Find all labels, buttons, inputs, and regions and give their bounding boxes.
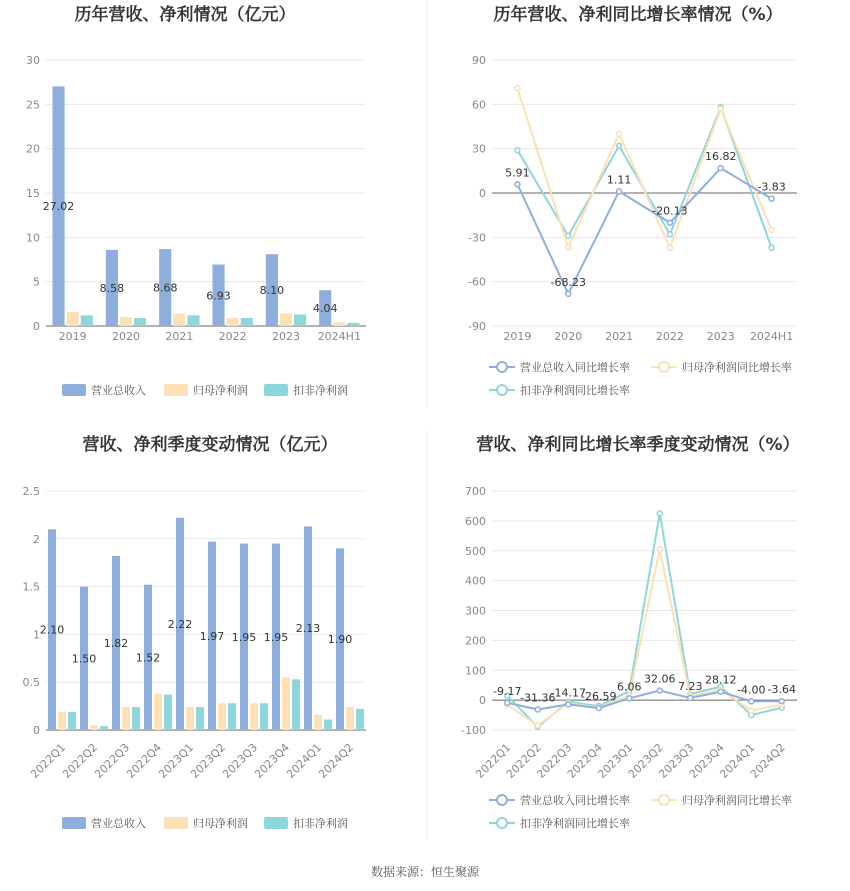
chart-panel-1 (26, 4, 366, 397)
legend-marker (497, 795, 507, 805)
chart-panel-2 (468, 4, 797, 397)
point-扣非净利润同比增长率-2020 (566, 233, 571, 238)
y-tick-label: -60 (468, 275, 486, 289)
x-tick-label: 2022 (655, 330, 684, 343)
line-归母净利润同比增长率 (517, 88, 771, 248)
data-label: 1.52 (135, 651, 161, 665)
data-label: 5.91 (505, 166, 530, 180)
legend-marker (497, 362, 507, 372)
point-营业总收入同比增长率-2022 (667, 220, 672, 225)
legend-label: 归母净利润 (193, 817, 248, 830)
y-tick-label: 10 (26, 231, 40, 245)
point-扣非净利润同比增长率-2022 (667, 232, 672, 237)
x-tick-label: 2024Q2 (747, 740, 788, 781)
chart-title: 营收、净利同比增长率季度变动情况（%） (476, 435, 800, 455)
bar-归母净利润-2020 (120, 317, 132, 326)
legend-swatch (62, 384, 86, 396)
bar-归母净利润-2019 (67, 312, 79, 326)
data-label: 28.12 (705, 673, 737, 687)
x-tick-label: 2022Q3 (92, 740, 133, 781)
point-归母净利润同比增长率-2023 (718, 106, 723, 111)
y-tick-label: 1.5 (22, 580, 40, 594)
x-tick-label: 2022 (218, 330, 247, 343)
x-tick-label: 2020 (554, 330, 583, 343)
point-营业总收入同比增长率-2022Q4 (596, 706, 601, 711)
legend-swatch (62, 817, 86, 829)
data-label: 32.06 (644, 672, 676, 686)
x-tick-label: 2019 (58, 330, 87, 343)
y-tick-label: 600 (465, 514, 486, 528)
x-tick-label: 2020 (112, 330, 140, 343)
y-tick-label: 15 (26, 187, 40, 200)
point-营业总收入同比增长率-2023Q1 (627, 696, 632, 701)
bar-归母净利润-2022 (227, 318, 239, 326)
bar-归母净利润-2023Q4 (282, 677, 290, 730)
x-tick-label: 2024Q2 (316, 740, 357, 781)
chart-title: 历年营收、净利情况（亿元） (74, 5, 296, 25)
legend-label: 扣非净利润同比增长率 (520, 384, 630, 397)
data-label: -20.13 (652, 204, 688, 218)
y-tick-label: 1 (33, 628, 40, 642)
point-营业总收入同比增长率-2020 (566, 291, 571, 296)
bar-扣非净利润-2020 (134, 318, 146, 326)
bar-扣非净利润-2023Q3 (260, 703, 268, 730)
point-营业总收入同比增长率-2023 (718, 166, 723, 171)
y-tick-label: -30 (468, 231, 486, 245)
y-tick-label: 0 (479, 187, 486, 200)
x-tick-label: 2021 (605, 330, 634, 343)
legend-marker (497, 818, 507, 828)
y-tick-label: -100 (461, 724, 486, 737)
legend-label: 营业总收入 (91, 384, 146, 397)
bar-归母净利润-2024H1 (333, 322, 345, 326)
bar-归母净利润-2024Q2 (346, 707, 354, 730)
point-归母净利润同比增长率-2021 (617, 131, 622, 136)
point-归母净利润同比增长率-2022 (667, 245, 672, 250)
legend-label: 归母净利润同比增长率 (682, 794, 792, 807)
legend-swatch (264, 817, 288, 829)
x-tick-label: 2024Q1 (717, 740, 758, 781)
data-label: 1.11 (606, 173, 632, 187)
legend-label: 扣非净利润同比增长率 (520, 817, 630, 830)
point-归母净利润同比增长率-2022Q2 (535, 723, 540, 728)
point-营业总收入同比增长率-2024Q1 (749, 699, 754, 704)
y-tick-label: 300 (465, 604, 486, 618)
point-扣非净利润同比增长率-2024H1 (769, 245, 774, 250)
y-tick-label: 100 (465, 664, 486, 678)
chart-panel-4 (461, 434, 799, 830)
legend-swatch (264, 384, 288, 396)
data-label: 6.06 (617, 680, 642, 694)
x-tick-label: 2023Q2 (625, 740, 666, 781)
x-tick-label: 2023 (706, 330, 735, 343)
bar-归母净利润-2023Q3 (250, 703, 258, 730)
x-tick-label: 2019 (503, 330, 532, 343)
y-tick-label: 2.5 (22, 485, 40, 498)
point-营业总收入同比增长率-2023Q2 (657, 688, 662, 693)
point-归母净利润同比增长率-2024Q1 (749, 708, 754, 713)
data-source: 数据来源：恒生聚源 (370, 865, 480, 879)
legend-label: 扣非净利润 (293, 384, 348, 397)
legend-swatch (164, 817, 188, 829)
data-label: -26.59 (581, 690, 617, 704)
data-label: 1.95 (231, 630, 257, 644)
y-tick-label: 5 (33, 275, 40, 289)
x-tick-label: 2023Q4 (686, 740, 727, 781)
x-tick-label: 2024H1 (317, 330, 361, 343)
chart-panel-3 (23, 434, 367, 830)
bar-扣非净利润-2024Q1 (324, 719, 332, 730)
bar-扣非净利润-2021 (187, 315, 199, 326)
data-label: 8.10 (259, 284, 285, 298)
point-扣非净利润同比增长率-2023Q2 (657, 511, 662, 516)
y-tick-label: 0 (479, 694, 486, 708)
bar-扣非净利润-2022Q2 (100, 726, 108, 730)
x-tick-label: 2023 (272, 330, 300, 343)
data-label: 1.90 (327, 633, 353, 647)
bar-扣非净利润-2023Q4 (292, 679, 300, 730)
x-tick-label: 2023Q2 (188, 740, 229, 781)
point-归母净利润同比增长率-2023Q2 (657, 547, 662, 552)
chart-title: 营收、净利季度变动情况（亿元） (82, 435, 338, 455)
bar-归母净利润-2023Q2 (218, 703, 226, 730)
point-归母净利润同比增长率-2019 (515, 86, 520, 91)
x-tick-label: 2024H1 (749, 330, 794, 343)
bar-归母净利润-2023Q1 (186, 707, 194, 730)
point-扣非净利润同比增长率-2019 (515, 148, 520, 153)
bar-扣非净利润-2024H1 (347, 323, 359, 326)
y-tick-label: 0 (33, 724, 40, 737)
bar-扣非净利润-2022Q1 (68, 712, 76, 730)
bar-归母净利润-2024Q1 (314, 715, 322, 730)
data-label: 6.93 (206, 289, 231, 303)
x-tick-label: 2022Q1 (28, 740, 69, 781)
x-tick-label: 2022Q2 (503, 740, 544, 781)
y-tick-label: 0.5 (22, 676, 40, 690)
x-tick-label: 2023Q4 (252, 740, 293, 781)
legend-label: 营业总收入 (91, 817, 146, 830)
point-营业总收入同比增长率-2023Q4 (718, 689, 723, 694)
data-label: 4.04 (312, 302, 338, 316)
x-tick-label: 2023Q1 (156, 740, 197, 781)
bar-扣非净利润-2022Q4 (164, 695, 172, 730)
data-label: 1.95 (263, 630, 289, 644)
data-label: -3.64 (767, 683, 796, 697)
x-tick-label: 2022Q1 (473, 740, 514, 781)
bar-归母净利润-2023 (280, 314, 292, 326)
y-tick-label: 0 (33, 320, 40, 333)
data-label: 16.82 (705, 150, 737, 164)
data-label: 8.58 (99, 281, 125, 295)
bar-扣非净利润-2019 (81, 315, 93, 326)
bar-归母净利润-2022Q1 (58, 712, 66, 730)
legend-label: 营业总收入同比增长率 (520, 794, 630, 807)
bar-扣非净利润-2023Q1 (196, 707, 204, 730)
bar-归母净利润-2022Q3 (122, 707, 130, 730)
bar-扣非净利润-2022 (241, 318, 253, 326)
point-营业总收入同比增长率-2019 (515, 182, 520, 187)
data-label: 2.13 (295, 622, 321, 636)
y-tick-label: 200 (465, 634, 486, 648)
x-tick-label: 2023Q1 (595, 740, 636, 781)
legend (62, 816, 348, 830)
x-tick-label: 2022Q4 (124, 740, 165, 781)
data-label: 2.10 (39, 623, 65, 637)
legend-marker (659, 795, 669, 805)
y-tick-label: 60 (472, 98, 486, 112)
legend-marker (497, 385, 507, 395)
point-营业总收入同比增长率-2024H1 (769, 196, 774, 201)
x-tick-label: 2024Q1 (284, 740, 325, 781)
point-营业总收入同比增长率-2022Q3 (566, 702, 571, 707)
data-label: 1.50 (71, 652, 97, 666)
point-营业总收入同比增长率-2022Q1 (505, 700, 510, 705)
line-扣非净利润同比增长率 (517, 107, 771, 247)
legend-swatch (164, 384, 188, 396)
legend-label: 营业总收入同比增长率 (520, 361, 630, 374)
y-tick-label: 30 (472, 142, 486, 156)
data-label: 7.23 (678, 679, 703, 693)
bar-归母净利润-2022Q4 (154, 694, 162, 730)
chart-title: 历年营收、净利同比增长率情况（%） (493, 5, 783, 25)
data-label: 1.97 (199, 629, 225, 643)
data-label: -68.23 (550, 275, 586, 289)
data-label: 2.22 (167, 617, 193, 631)
data-label: -3.83 (757, 180, 786, 194)
point-扣非净利润同比增长率-2021 (617, 143, 622, 148)
bar-归母净利润-2021 (173, 314, 185, 326)
bar-扣非净利润-2023 (294, 314, 306, 326)
x-tick-label: 2021 (165, 330, 194, 343)
y-tick-label: -90 (468, 320, 486, 333)
bar-扣非净利润-2023Q2 (228, 703, 236, 730)
point-归母净利润同比增长率-2020 (566, 245, 571, 250)
y-tick-label: 90 (472, 54, 486, 67)
y-tick-label: 700 (465, 485, 486, 498)
x-tick-label: 2023Q3 (220, 740, 261, 781)
point-营业总收入同比增长率-2021 (617, 189, 622, 194)
y-tick-label: 20 (26, 142, 40, 156)
legend-label: 归母净利润同比增长率 (682, 361, 792, 374)
data-label: -14.17 (550, 686, 586, 700)
bar-归母净利润-2022Q2 (90, 725, 98, 730)
legend (489, 360, 792, 397)
legend-label: 扣非净利润 (293, 817, 348, 830)
y-tick-label: 25 (26, 98, 40, 112)
legend-label: 归母净利润 (193, 384, 248, 397)
x-tick-label: 2022Q3 (534, 740, 575, 781)
point-营业总收入同比增长率-2024Q2 (779, 699, 784, 704)
bar-扣非净利润-2024Q2 (356, 709, 364, 730)
y-tick-label: 30 (26, 54, 40, 67)
data-label: 8.68 (152, 281, 178, 295)
x-tick-label: 2022Q2 (60, 740, 101, 781)
legend-marker (659, 362, 669, 372)
y-tick-label: 500 (465, 544, 486, 558)
y-tick-label: 400 (465, 574, 486, 588)
data-label: -9.17 (493, 684, 522, 698)
y-tick-label: 2 (33, 532, 40, 546)
point-营业总收入同比增长率-2023Q3 (688, 695, 693, 700)
point-归母净利润同比增长率-2024H1 (769, 227, 774, 232)
data-label: 1.82 (103, 637, 129, 651)
legend (489, 793, 792, 830)
x-tick-label: 2022Q4 (564, 740, 605, 781)
point-营业总收入同比增长率-2022Q2 (535, 707, 540, 712)
legend (62, 383, 348, 397)
x-tick-label: 2023Q3 (656, 740, 697, 781)
data-label: -4.00 (737, 683, 766, 697)
data-label: -31.36 (520, 691, 556, 705)
data-label: 27.02 (42, 200, 75, 214)
bar-扣非净利润-2022Q3 (132, 707, 140, 730)
